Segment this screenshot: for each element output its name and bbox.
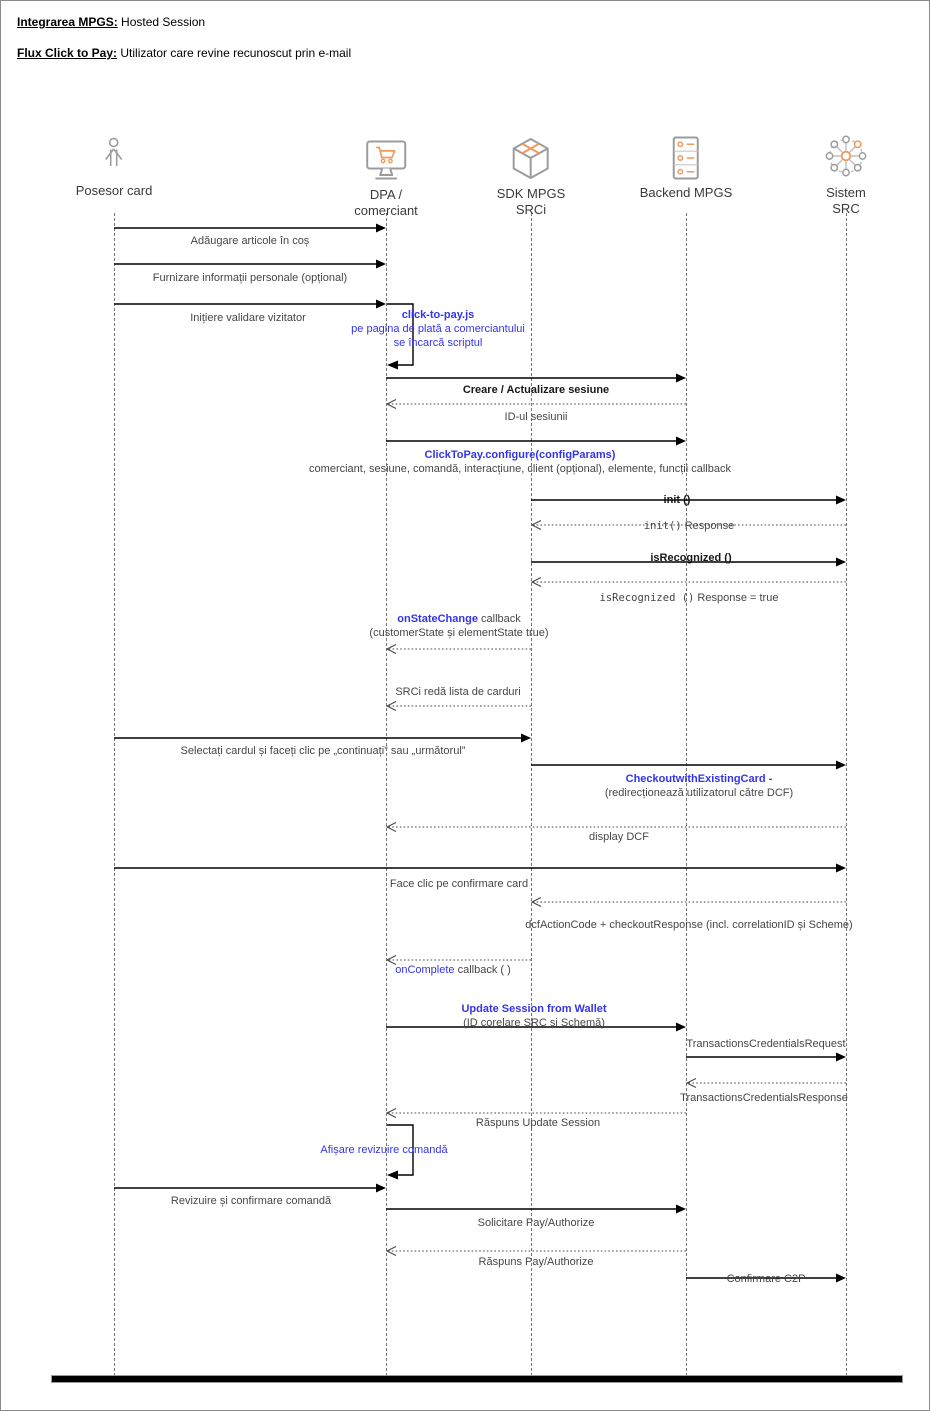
message-label-solicitare-pay-authorize: Solicitare Pay/Authorize [477,1217,595,1229]
lifeline-dpa-comerciant [386,213,387,1376]
message-label-transactions-credentials-request: TransactionsCredentialsRequest [686,1038,846,1050]
message-label-furnizare-informatii: Furnizare informații personale (opțional) [152,272,348,284]
diagram-end-bar [51,1375,903,1383]
actor-dpa-comerciant [354,140,418,219]
network-icon [822,132,870,180]
lifeline-posesor-card [114,213,115,1376]
message-label-lista-carduri: SRCi redă lista de carduri [395,686,521,698]
message-label-click-to-pay-js: click-to-pay.js pe pagina de plată a comerciantului se încarcă scriptul [351,309,525,349]
message-arrow-transactions-credentials-request [686,1051,847,1063]
message-arrow-dcf-action-code [531,896,847,908]
message-arrow-confirmare-card [114,862,847,874]
header-line-1 [17,15,351,29]
header-line1-label: Integrarea MPGS: [17,15,118,29]
message-label-isrecognized-response: isRecognized () Response = true [599,592,779,604]
message-arrow-adaugare-articole [114,222,387,234]
actor-posesor-card [76,136,153,199]
message-label-raspuns-update-session: Răspuns Update Session [475,1117,601,1129]
message-label-creare-sesiune: Creare / Actualizare sesiune [462,384,610,396]
message-label-update-session-from-wallet: Update Session from Wallet (ID corelare SRC și Schemă) [461,1003,607,1029]
message-arrow-selectare-card [114,732,532,744]
actor-label-sdk-mpgs-srci: SDK MPGS SRCi [496,186,566,217]
message-label-confirmare-c2p: Confirmare C2P [726,1273,806,1285]
diagram-header [17,15,351,77]
header-line2-text: Utilizator care revine recunoscut prin e-mail [117,46,352,60]
message-arrow-onstatechange [386,643,532,655]
package-icon [508,137,554,181]
message-label-oncomplete: onComplete callback ( ) [395,964,511,976]
message-arrow-lista-carduri [386,700,532,712]
message-arrow-checkout-existing-card [531,759,847,771]
message-arrow-transactions-credentials-response [686,1077,847,1089]
message-label-dcf-action-code: dcfActionCode + checkoutResponse (incl. correlationID și Scheme) [525,919,853,931]
actor-label-sistem-src: Sistem SRC [826,185,866,216]
message-label-transactions-credentials-response: TransactionsCredentialsResponse [680,1092,848,1104]
message-label-initiere-validare: Inițiere validare vizitator [190,312,306,324]
message-arrow-clicktopay-configure [386,435,687,447]
message-label-adaugare-articole: Adăugare articole în coș [190,235,310,247]
message-arrow-revizuire-confirmare [114,1182,387,1194]
header-line2-label: Flux Click to Pay: [17,46,118,60]
message-label-confirmare-card: Face clic pe confirmare card [389,878,529,890]
server-icon [669,136,703,180]
message-label-clicktopay-configure: ClickToPay.configure(configParams) comerciant, sesiune, comandă, interacțiune, client (opțional), elemente, funcții callback [309,449,731,475]
actor-sistem-src [822,132,870,217]
message-label-onstatechange: onStateChange callback (customerState și elementState true) [369,613,549,639]
message-label-revizuire-confirmare: Revizuire și confirmare comandă [170,1195,332,1207]
message-label-init-response: init() Response [643,520,735,532]
message-label-raspuns-pay-authorize: Răspuns Pay/Authorize [478,1256,594,1268]
actor-label-backend-mpgs: Backend MPGS [639,185,733,200]
message-arrow-isrecognized-response [531,576,847,588]
message-label-selectare-card: Selectați cardul și faceți clic pe „continuați” sau „următorul” [180,745,466,757]
message-label-checkout-existing-card: CheckoutwithExistingCard - (redirecționează utilizatorul către DCF) [604,773,794,799]
header-line-2 [17,46,351,60]
header-line1-text: Hosted Session [117,15,206,29]
message-label-isrecognized: isRecognized () [650,552,732,564]
message-label-display-dcf: display DCF [589,831,649,843]
actor-label-dpa-comerciant: DPA / comerciant [354,187,418,218]
message-arrow-solicitare-pay-authorize [386,1203,687,1215]
monitor-cart-icon [359,140,413,182]
lifeline-sistem-src [846,213,847,1376]
actor-label-posesor-card: Posesor card [75,183,153,198]
message-label-id-sesiune: ID-ul sesiunii [504,411,568,423]
message-arrow-id-sesiune [386,398,687,410]
message-label-afisare-revizuire: Afișare revizuire comandă [320,1144,448,1156]
message-arrow-furnizare-informatii [114,258,387,270]
actor-backend-mpgs [640,136,733,201]
message-arrow-initiere-validare [114,298,387,310]
actor-sdk-mpgs-srci [497,137,566,218]
person-icon [94,136,134,178]
message-label-init: init () [663,494,691,506]
